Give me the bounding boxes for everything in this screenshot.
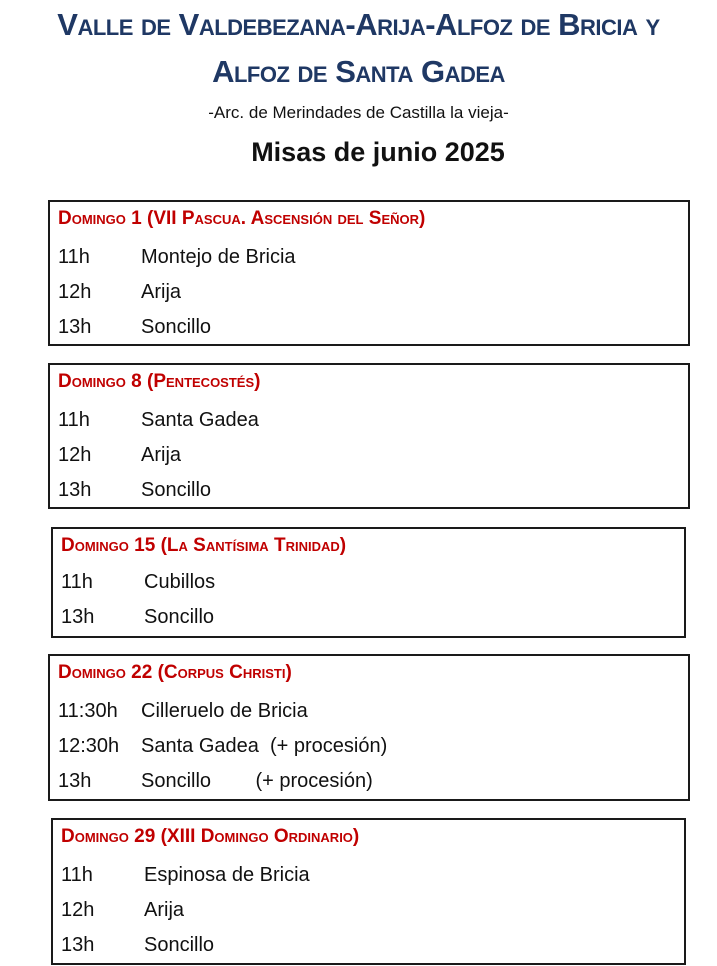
mass-place: Arija xyxy=(141,444,182,466)
sunday-box xyxy=(48,654,690,801)
sunday-box xyxy=(48,200,690,346)
mass-time: 13h xyxy=(58,479,92,501)
mass-time: 13h xyxy=(61,934,95,956)
page-heading: Misas de junio 2025 xyxy=(251,137,505,167)
sunday-heading: Domingo 8 (Pentecostés) xyxy=(58,371,261,392)
sunday-heading: Domingo 22 (Corpus Christi) xyxy=(58,662,292,683)
mass-place: Soncillo xyxy=(141,479,212,501)
mass-time: 11h xyxy=(58,246,90,268)
mass-row xyxy=(61,567,215,597)
mass-time: 13h xyxy=(58,770,92,792)
mass-place: Santa Gadea xyxy=(141,409,259,431)
sunday-box xyxy=(51,527,686,638)
mass-row xyxy=(61,930,214,960)
mass-row xyxy=(58,731,387,761)
sunday-heading: Domingo 29 (XIII Domingo Ordinario) xyxy=(61,826,360,847)
mass-time: 12h xyxy=(61,899,95,921)
mass-row xyxy=(58,440,181,470)
mass-place: Soncillo (+ procesión) xyxy=(141,770,373,792)
mass-row xyxy=(58,312,211,342)
mass-row xyxy=(61,895,184,925)
mass-time: 11h xyxy=(58,409,90,431)
title-line-2: Alfoz de Santa Gadea xyxy=(212,54,505,89)
mass-place: Soncillo xyxy=(144,606,215,628)
sunday-box xyxy=(51,818,686,965)
mass-place: Santa Gadea (+ procesión) xyxy=(141,735,388,757)
mass-row xyxy=(61,602,214,632)
sunday-heading: Domingo 15 (La Santísima Trinidad) xyxy=(61,535,347,556)
mass-time: 11h xyxy=(61,864,93,886)
mass-row xyxy=(58,696,308,726)
mass-time: 11h xyxy=(61,571,93,593)
mass-row xyxy=(58,766,373,796)
mass-time: 12h xyxy=(58,444,92,466)
mass-place: Cilleruelo de Bricia xyxy=(141,700,308,722)
sunday-heading: Domingo 1 (VII Pascua. Ascensión del Señor) xyxy=(58,208,426,229)
mass-row xyxy=(58,475,211,505)
mass-place: Soncillo xyxy=(144,934,215,956)
mass-row xyxy=(58,405,259,435)
mass-row xyxy=(58,277,181,307)
mass-time: 13h xyxy=(58,316,92,338)
mass-place: Soncillo xyxy=(141,316,212,338)
mass-row xyxy=(58,242,296,272)
mass-place: Arija xyxy=(141,281,182,303)
subtitle: -Arc. de Merindades de Castilla la vieja- xyxy=(208,103,509,122)
mass-time: 11:30h xyxy=(58,700,118,722)
mass-place: Espinosa de Bricia xyxy=(144,864,310,886)
mass-row xyxy=(61,860,310,890)
mass-place: Montejo de Bricia xyxy=(141,246,296,268)
mass-time: 12:30h xyxy=(58,735,120,757)
sunday-box xyxy=(48,363,690,509)
mass-place: Arija xyxy=(144,899,185,921)
title-line-1: Valle de Valdebezana-Arija-Alfoz de Bricia y xyxy=(57,7,660,42)
mass-time: 13h xyxy=(61,606,95,628)
mass-time: 12h xyxy=(58,281,92,303)
mass-place: Cubillos xyxy=(144,571,216,593)
